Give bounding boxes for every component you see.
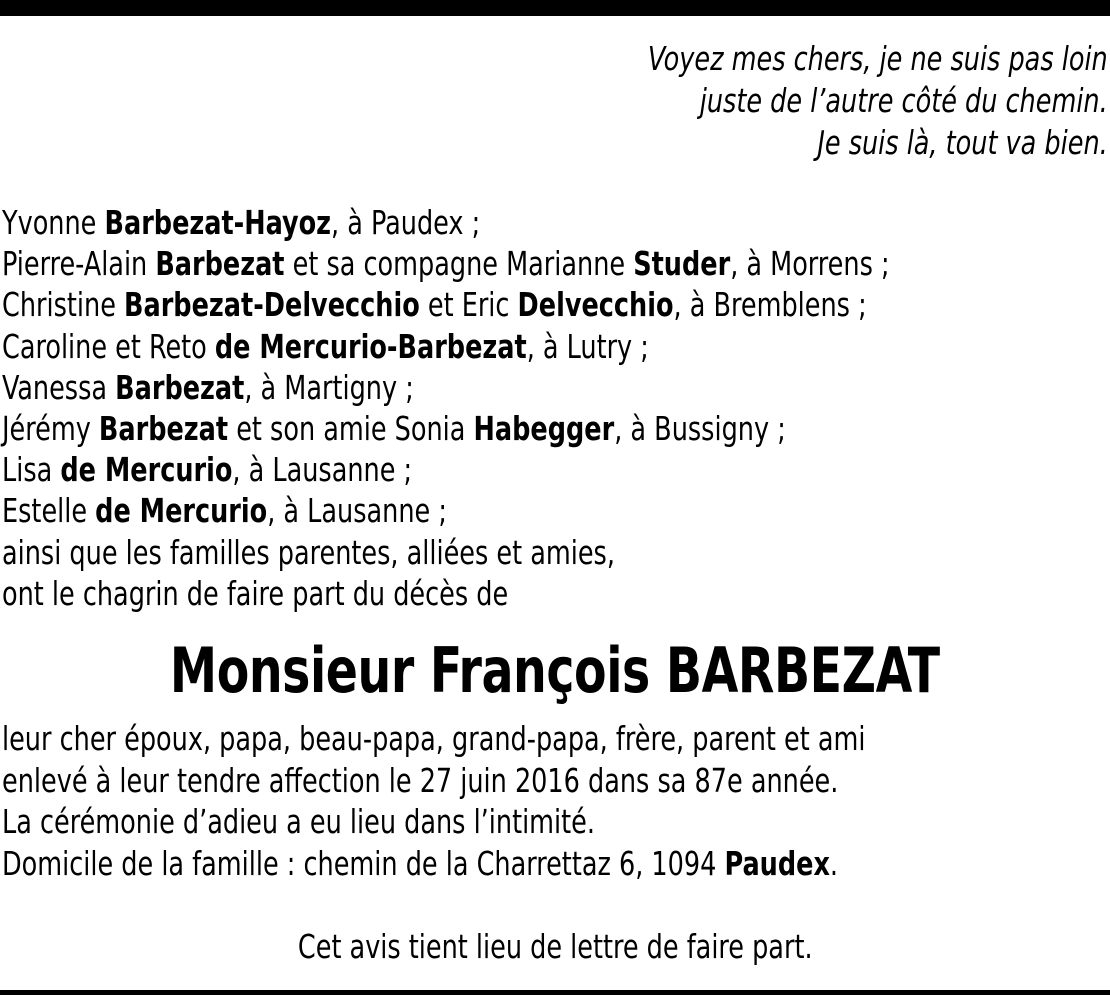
text-run: , à Morrens ; <box>730 244 890 284</box>
text-run: Estelle <box>2 491 96 531</box>
text-run: , à Martigny ; <box>244 367 414 407</box>
top-rule <box>0 0 1110 16</box>
text-run: Lisa <box>2 450 61 490</box>
closing-text: Cet avis tient lieu de lettre de faire part. <box>297 927 813 966</box>
text-run: enlevé à leur tendre affection le 27 juin 2016 dans sa 87e année. <box>2 760 839 800</box>
family-line <box>2 326 890 367</box>
family-line <box>2 202 890 243</box>
text-run: , à Bremblens ; <box>673 285 867 325</box>
family-list <box>2 202 890 614</box>
family-line <box>2 284 890 325</box>
surname: Barbezat <box>98 409 229 449</box>
text-run: , à Lutry ; <box>526 326 649 366</box>
text-run: Christine <box>2 285 125 325</box>
text-run: leur cher époux, papa, beau-papa, grand-papa, frère, parent et ami <box>2 719 866 758</box>
text-run: ont le chagrin de faire part du décès de <box>2 573 509 613</box>
poem-line: Voyez mes chers, je ne suis pas loin <box>648 39 1108 78</box>
surname: Paudex <box>724 843 830 883</box>
family-line <box>2 408 890 449</box>
text-run: , à Lausanne ; <box>267 491 447 531</box>
bottom-rule <box>0 990 1110 995</box>
family-line <box>2 243 890 284</box>
body-line <box>2 801 865 843</box>
text-run: . <box>829 843 839 883</box>
surname: Barbezat-Hayoz <box>104 203 332 242</box>
family-line <box>2 532 890 573</box>
surname: Barbezat <box>115 367 245 407</box>
text-run: Caroline et Reto <box>2 326 215 366</box>
text-run: , à Paudex ; <box>331 203 481 242</box>
body-line <box>2 760 865 802</box>
surname: de Mercurio-Barbezat <box>214 326 527 366</box>
surname: Delvecchio <box>517 285 674 325</box>
poem-quote <box>648 38 1108 164</box>
surname: de Mercurio <box>60 450 233 490</box>
surname: Barbezat-Delvecchio <box>124 285 420 325</box>
text-run: Domicile de la famille : chemin de la Charrettaz 6, 1094 <box>2 843 725 883</box>
surname: Studer <box>633 244 731 284</box>
text-run: et Eric <box>419 285 518 325</box>
poem-line: juste de l’autre côté du chemin. <box>700 81 1108 120</box>
text-run: La cérémonie d’adieu a eu lieu dans l’intimité. <box>2 802 595 841</box>
text-run: et son amie Sonia <box>228 409 474 449</box>
text-run: Jérémy <box>2 409 99 449</box>
surname: Habegger <box>473 409 615 449</box>
deceased-name-text: Monsieur François BARBEZAT <box>170 634 940 707</box>
text-run: Yvonne <box>2 203 105 242</box>
text-run: , à Bussigny ; <box>614 409 786 449</box>
poem-line: Je suis là, tout va bien. <box>817 123 1108 162</box>
surname: Barbezat <box>155 244 285 284</box>
text-run: et sa compagne Marianne <box>284 244 634 284</box>
family-line <box>2 449 890 490</box>
family-line <box>2 573 890 614</box>
body-line <box>2 718 865 760</box>
announcement-body <box>2 718 865 884</box>
family-line <box>2 367 890 408</box>
surname: de Mercurio <box>95 491 268 531</box>
text-run: Vanessa <box>2 367 116 407</box>
text-run: ainsi que les familles parentes, alliées et amies, <box>2 532 615 572</box>
body-line <box>2 843 865 885</box>
text-run: , à Lausanne ; <box>232 450 413 490</box>
closing-note <box>0 927 1110 967</box>
text-run: Pierre-Alain <box>2 244 156 284</box>
family-line <box>2 490 890 531</box>
deceased-name <box>0 636 1110 706</box>
